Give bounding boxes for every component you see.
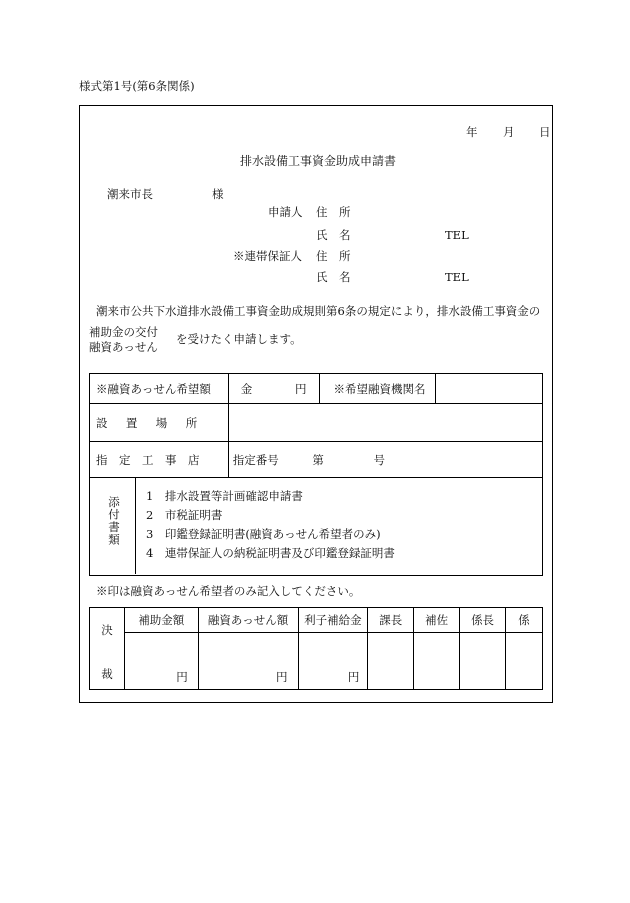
attachments-label-box: [90, 478, 136, 574]
form-title: 排水設備工事資金助成申請書: [240, 154, 397, 168]
contractor-label: 指 定 工 事 店: [90, 442, 229, 478]
amount-yen: 円: [295, 381, 307, 396]
guarantor-tel-label: TEL: [445, 270, 469, 284]
subsidy-amount-cell[interactable]: [124, 633, 198, 690]
yen-unit: 円: [276, 670, 288, 684]
attachment-item: 4 連帯保証人の納税証明書及び印鑑登録証明書: [146, 546, 395, 560]
amount-prefix: 金: [240, 381, 253, 396]
addressee-name: 潮来市長: [107, 187, 153, 201]
header-unit-chief: 係長: [460, 608, 506, 633]
applicant-address-label: 住 所: [316, 205, 351, 219]
header-section-chief: 課長: [368, 608, 414, 633]
applicant-tel-label: TEL: [445, 228, 469, 242]
bank-label: ※希望融資機関名: [319, 374, 436, 404]
decision-label-top: 決: [101, 623, 113, 637]
attachment-item: 3 印鑑登録証明書(融資あっせん希望者のみ): [146, 527, 381, 541]
decision-label-bottom: 裁: [101, 667, 113, 681]
application-table: [89, 373, 543, 576]
seal-assistant[interactable]: [414, 633, 460, 690]
header-loan-amount: 融資あっせん額: [198, 608, 298, 633]
attachments-list: [146, 488, 536, 568]
location-label: 設 置 場 所: [90, 404, 229, 442]
loan-amount-cell[interactable]: [228, 374, 319, 404]
date-month: 月: [503, 125, 515, 139]
attachment-item: 2 市税証明書: [146, 508, 223, 522]
date-year: 年: [466, 125, 478, 139]
designation-gou: 号: [373, 452, 386, 467]
applicant-label: 申請人: [268, 205, 303, 219]
guarantor-label: ※連帯保証人: [233, 249, 302, 263]
loan-amount-label: ※融資あっせん希望額: [90, 374, 229, 404]
contractor-value[interactable]: [228, 442, 542, 478]
loan-amount-value-cell[interactable]: [198, 633, 298, 690]
note: ※印は融資あっせん希望者のみ記入してください。: [96, 584, 361, 598]
yen-unit: 円: [347, 670, 360, 684]
body-line2-suffix: を受けたく申請します。: [176, 332, 302, 346]
addressee-honorific: 様: [212, 187, 224, 201]
seal-section-chief[interactable]: [368, 633, 414, 690]
attachments-cell: [90, 478, 543, 576]
body-option-grant: 補助金の交付: [89, 325, 158, 339]
body-line1: 潮来市公共下水道排水設備工事資金助成規則第6条の規定により，排水設備工事資金の: [96, 304, 541, 318]
header-staff: 係: [506, 608, 543, 633]
bank-value[interactable]: [436, 374, 543, 404]
yen-unit: 円: [176, 670, 188, 684]
form-number: 様式第1号(第6条関係): [79, 79, 195, 93]
guarantor-address-label: 住 所: [316, 249, 351, 263]
decision-table: [89, 607, 543, 690]
designation-no-label: 指定番号: [232, 452, 279, 467]
decision-label-cell: [90, 608, 125, 690]
designation-dai: 第: [312, 452, 324, 467]
seal-staff[interactable]: [506, 633, 543, 690]
header-assistant: 補佐: [414, 608, 460, 633]
header-interest-subsidy: 利子補給金: [298, 608, 368, 633]
header-subsidy-amount: 補助金額: [124, 608, 198, 633]
seal-unit-chief[interactable]: [460, 633, 506, 690]
attachment-item: 1 排水設置等計画確認申請書: [146, 489, 303, 503]
body-option-loan: 融資あっせん: [89, 340, 158, 354]
date-day: 日: [539, 125, 551, 139]
applicant-name-label: 氏 名: [316, 228, 351, 242]
attachments-label: 添付書類: [107, 496, 121, 546]
guarantor-name-label: 氏 名: [316, 270, 351, 284]
interest-subsidy-cell[interactable]: [298, 633, 368, 690]
location-value[interactable]: [228, 404, 542, 442]
